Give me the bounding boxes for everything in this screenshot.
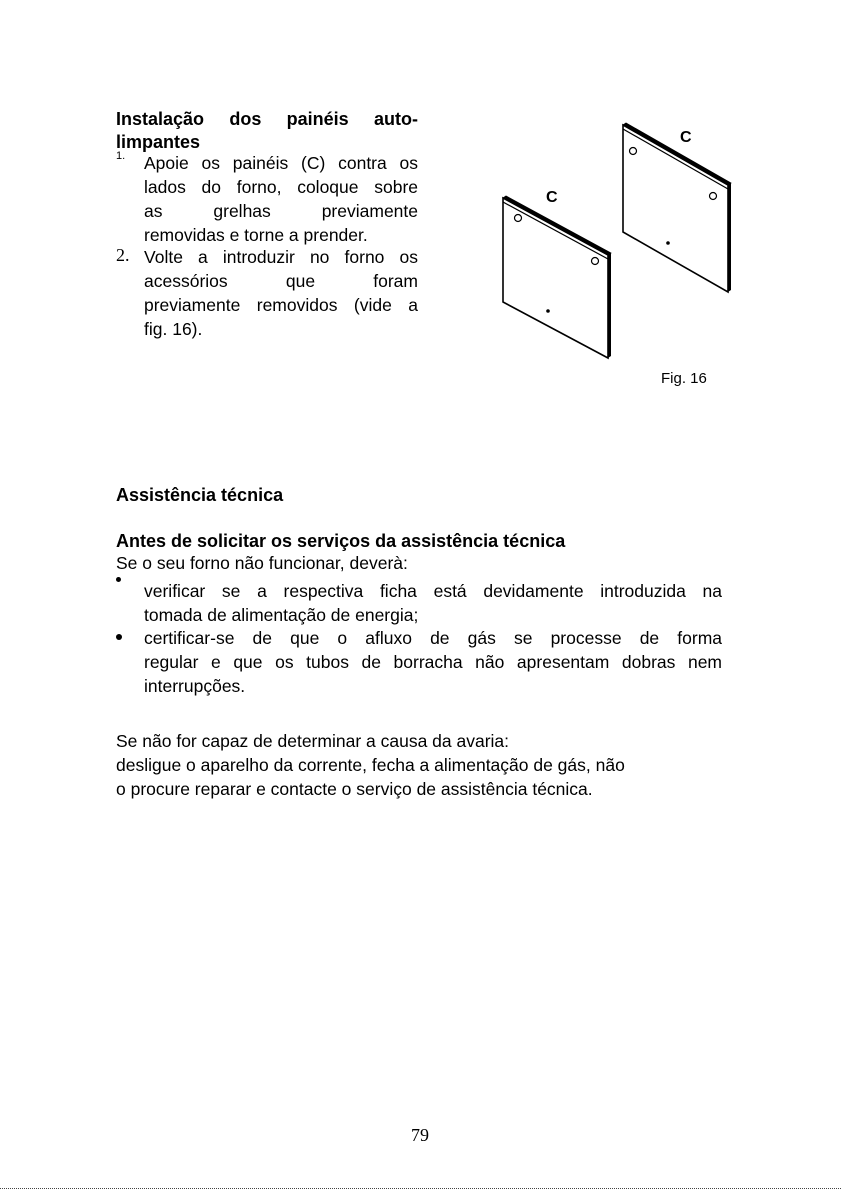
bullet-icon — [116, 577, 121, 582]
figure-caption: Fig. 16 — [661, 370, 707, 387]
bullet2-line: certificar-se de que o afluxo de gás se processe de forma — [144, 628, 722, 648]
panel-label-left: C — [546, 189, 558, 206]
page-number: 79 — [411, 1125, 429, 1145]
bullet2-line: interrupções. — [144, 676, 246, 696]
closing-line1: Se não for capaz de determinar a causa da avaria: — [116, 731, 510, 751]
bullet2-line: regular e que os tubos de borracha não apresentam dobras nem — [144, 652, 722, 672]
service-intro: Se o seu forno não funcionar, deverà: — [116, 553, 408, 573]
bullet1-line: verificar se a respectiva ficha está devidamente introduzida na — [144, 581, 722, 601]
bottom-divider — [0, 1188, 841, 1189]
step1-line: lados do forno, coloque sobre — [144, 177, 418, 197]
bullet-icon — [116, 634, 122, 640]
step1-text — [144, 151, 418, 247]
step2-line: previamente removidos (vide a — [144, 295, 418, 315]
step2-number: 2. — [116, 245, 130, 265]
panel-left — [503, 196, 611, 358]
panel-label-right: C — [680, 129, 692, 146]
step1-line: removidas e torne a prender. — [144, 225, 368, 245]
install-title-line2: limpantes — [116, 132, 201, 152]
bullet2-text — [144, 626, 722, 698]
panel-hole-icon — [515, 215, 522, 222]
step2-line: fig. 16). — [144, 319, 203, 339]
panel-dot-icon — [546, 309, 550, 313]
step1-line: as grelhas previamente — [144, 201, 418, 221]
panel-hole-icon — [710, 193, 717, 200]
panel-dot-icon — [666, 241, 670, 245]
step1-line: Apoie os painéis (C) contra os — [144, 153, 418, 173]
step2-line: acessórios que foram — [144, 271, 418, 291]
step1-number: 1. — [116, 150, 126, 162]
panel-hole-icon — [630, 148, 637, 155]
bullet1-text — [144, 579, 722, 627]
self-cleaning-panels-figure — [480, 115, 750, 370]
closing-line2: desligue o aparelho da corrente, fecha a alimentação de gás, não — [116, 755, 625, 775]
panel-right — [623, 123, 731, 292]
service-subtitle: Antes de solicitar os serviços da assistência técnica — [116, 531, 566, 551]
closing-line3: o procure reparar e contacte o serviço de assistência técnica. — [116, 779, 593, 799]
install-title-line1: Instalação dos painéis auto- — [116, 109, 418, 129]
panel-hole-icon — [592, 258, 599, 265]
step2-line: Volte a introduzir no forno os — [144, 247, 418, 267]
step2-text — [144, 245, 418, 341]
bullet1-line: tomada de alimentação de energia; — [144, 605, 419, 625]
service-title: Assistência técnica — [116, 485, 284, 505]
